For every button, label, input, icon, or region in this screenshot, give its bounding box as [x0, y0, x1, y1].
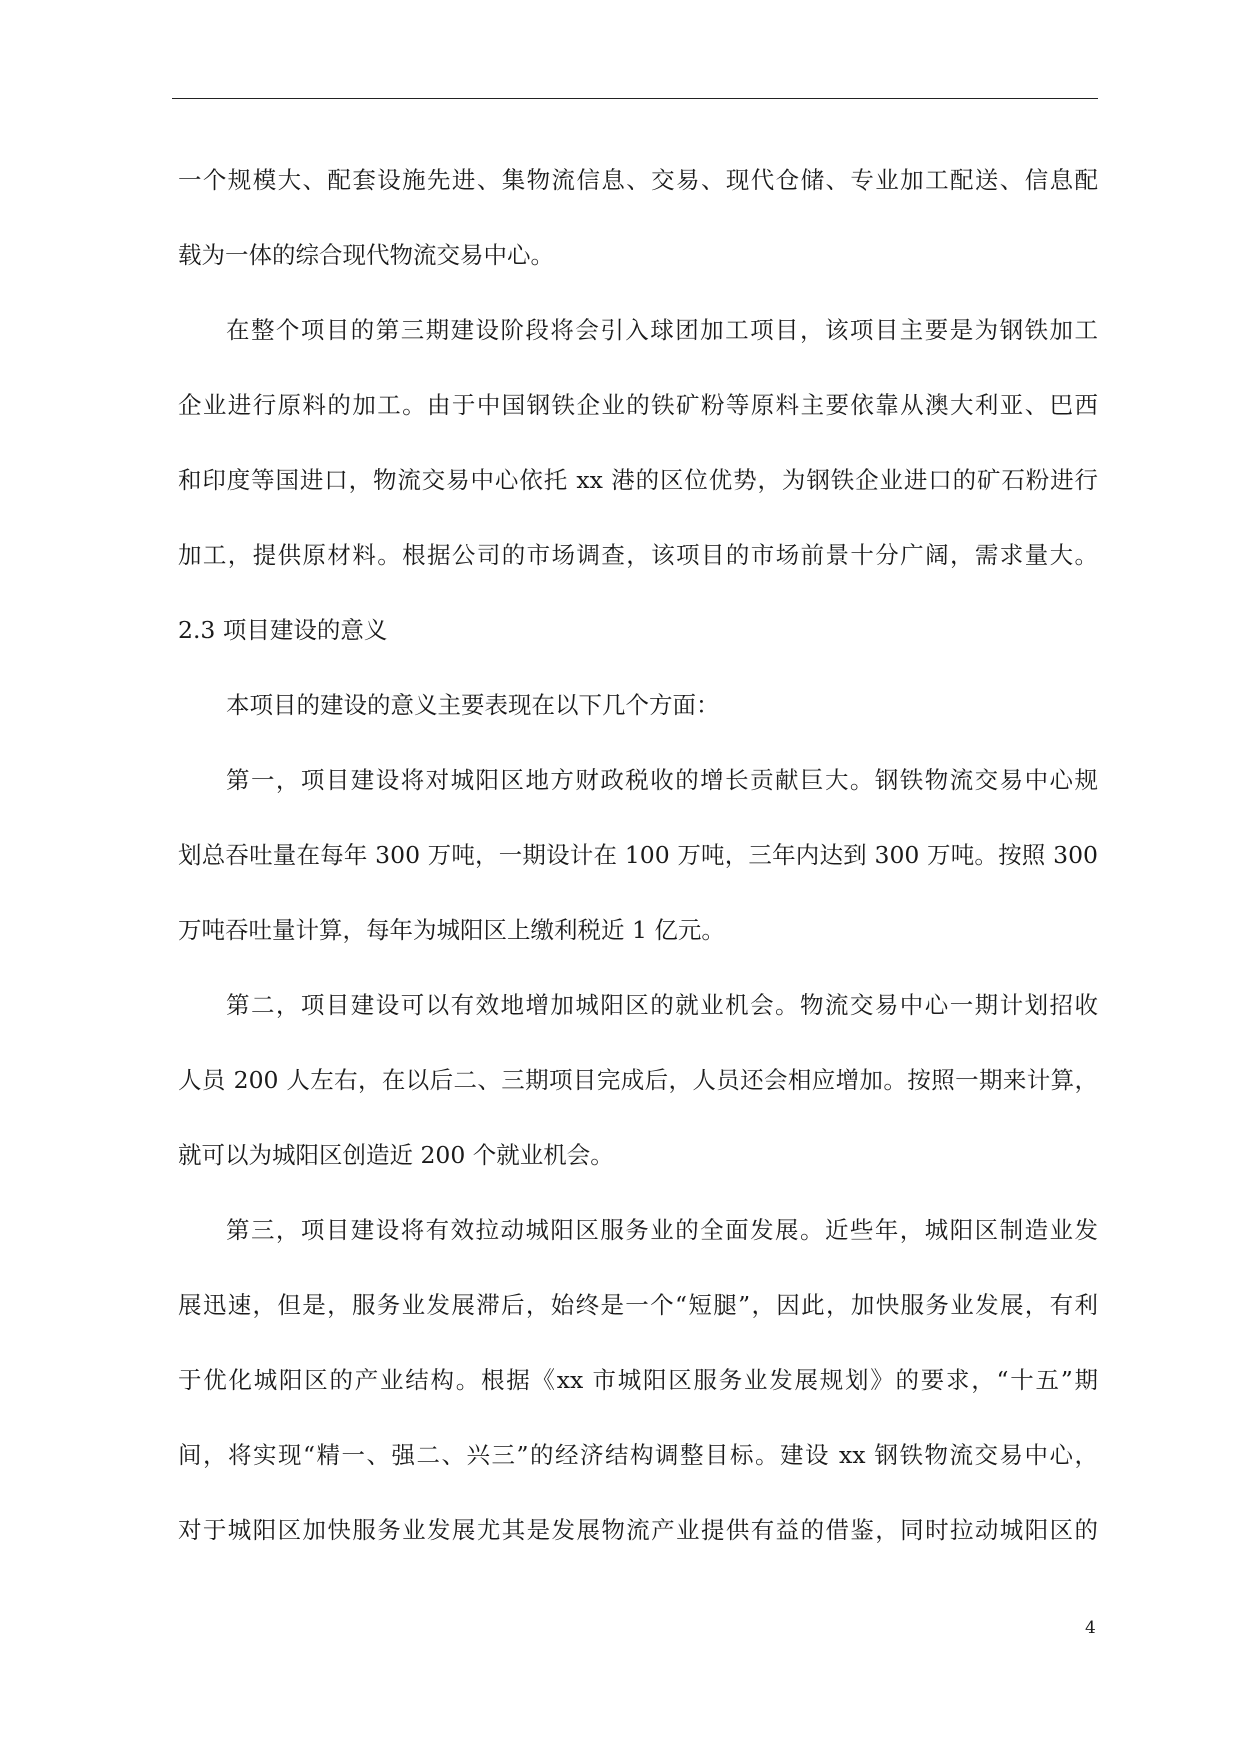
text-line: 展迅速，但是，服务业发展滞后，始终是一个“短腿”，因此，加快服务业发展，有利 [178, 1291, 1098, 1319]
text-line: 于优化城阳区的产业结构。根据《xx 市城阳区服务业发展规划》的要求，“十五”期 [178, 1366, 1098, 1394]
text-line: 载为一体的综合现代物流交易中心。 [178, 241, 554, 269]
text-line: 本项目的建设的意义主要表现在以下几个方面： [226, 691, 720, 719]
text-line: 加工，提供原材料。根据公司的市场调查，该项目的市场前景十分广阔，需求量大。 [178, 541, 1098, 569]
text-line: 对于城阳区加快服务业发展尤其是发展物流产业提供有益的借鉴，同时拉动城阳区的 [178, 1516, 1098, 1544]
text-line: 第三，项目建设将有效拉动城阳区服务业的全面发展。近些年，城阳区制造业发 [226, 1216, 1098, 1244]
text-line: 人员 200 人左右，在以后二、三期项目完成后，人员还会相应增加。按照一期来计算， [178, 1066, 1098, 1094]
text-line: 和印度等国进口，物流交易中心依托 xx 港的区位优势，为钢铁企业进口的矿石粉进行 [178, 466, 1098, 494]
text-line: 万吨吞吐量计算，每年为城阳区上缴利税近 1 亿元。 [178, 916, 725, 944]
section-heading: 2.3 项目建设的意义 [178, 616, 388, 644]
text-line: 就可以为城阳区创造近 200 个就业机会。 [178, 1141, 614, 1169]
text-line: 划总吞吐量在每年 300 万吨，一期设计在 100 万吨，三年内达到 300 万吨。按照 300 [178, 841, 1098, 869]
text-line: 间，将实现“精一、强二、兴三”的经济结构调整目标。建设 xx 钢铁物流交易中心， [178, 1441, 1098, 1469]
text-line: 第二，项目建设可以有效地增加城阳区的就业机会。物流交易中心一期计划招收 [226, 991, 1098, 1019]
text-line: 一个规模大、配套设施先进、集物流信息、交易、现代仓储、专业加工配送、信息配 [178, 166, 1098, 194]
header-rule [172, 98, 1098, 99]
page-number: 4 [1085, 1618, 1096, 1638]
text-line: 第一，项目建设将对城阳区地方财政税收的增长贡献巨大。钢铁物流交易中心规 [226, 766, 1098, 794]
text-line: 在整个项目的第三期建设阶段将会引入球团加工项目，该项目主要是为钢铁加工 [226, 316, 1098, 344]
text-line: 企业进行原料的加工。由于中国钢铁企业的铁矿粉等原料主要依靠从澳大利亚、巴西 [178, 391, 1098, 419]
